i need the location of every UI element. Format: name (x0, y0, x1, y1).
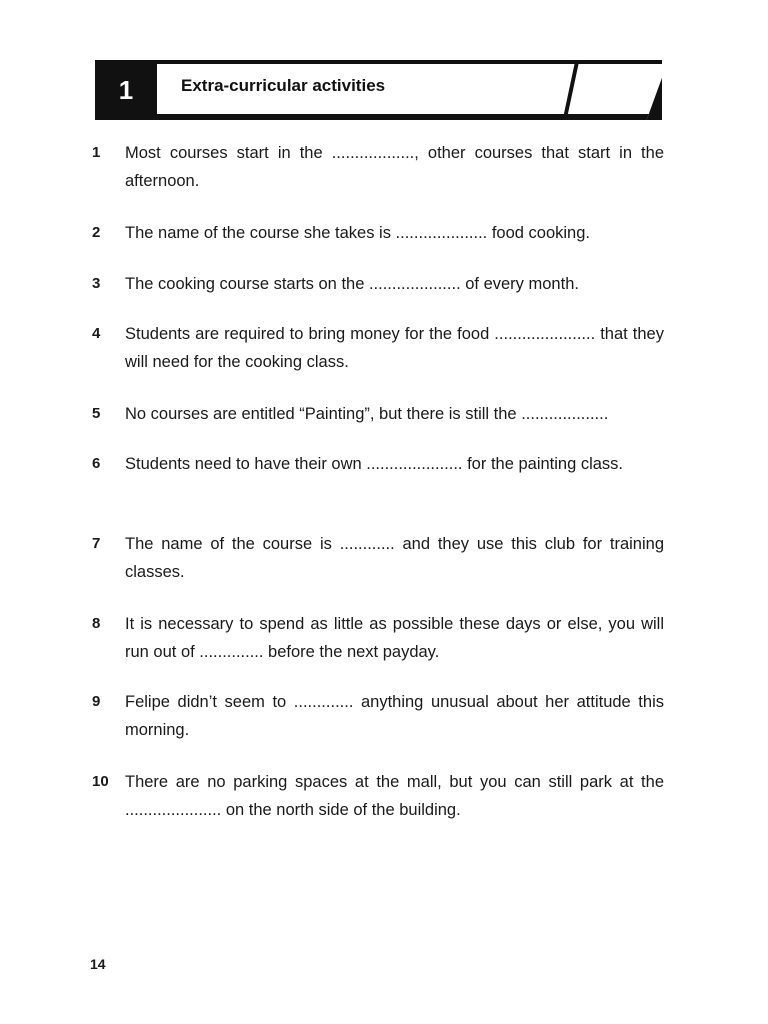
page-number: 14 (90, 956, 106, 972)
question-item (92, 320, 664, 376)
question-item (92, 139, 664, 195)
question-text: Felipe didn’t seem to ............. anything unusual about her attitude this morning. (125, 693, 664, 739)
section-header (95, 60, 662, 120)
question-number: 2 (92, 224, 101, 241)
question-text: Most courses start in the .................., other courses that start in the afternoon. (125, 144, 664, 190)
question-number: 8 (92, 615, 101, 632)
question-text: The cooking course starts on the .................... of every month. (125, 275, 579, 293)
question-item (92, 530, 664, 586)
question-text: There are no parking spaces at the mall, but you can still park at the ..................... on the north side of the building. (125, 773, 664, 819)
question-number: 6 (92, 455, 101, 472)
question-number: 10 (92, 773, 109, 790)
question-text: It is necessary to spend as little as possible these days or else, you will run out of .............. before the next payday. (125, 615, 664, 661)
question-number: 3 (92, 275, 101, 292)
question-number: 1 (92, 144, 101, 161)
question-item (92, 768, 664, 824)
question-text: The name of the course is ............ and they use this club for training classes. (125, 535, 664, 581)
question-number: 9 (92, 693, 101, 710)
question-item (92, 450, 664, 478)
question-item (92, 270, 664, 298)
question-item (92, 610, 664, 666)
question-number: 4 (92, 325, 101, 342)
question-number: 7 (92, 535, 101, 552)
question-number: 5 (92, 405, 101, 422)
question-text: The name of the course she takes is .................... food cooking. (125, 224, 590, 242)
question-item (92, 400, 664, 428)
question-item (92, 219, 664, 247)
question-text: No courses are entitled “Painting”, but there is still the ................... (125, 405, 609, 423)
question-text: Students need to have their own ..................... for the painting class. (125, 455, 624, 473)
section-title: Extra-curricular activities (181, 76, 386, 95)
question-text: Students are required to bring money for the food ...................... that they will need for the cooking class. (125, 325, 664, 371)
question-item (92, 688, 664, 744)
unit-number: 1 (95, 60, 157, 120)
